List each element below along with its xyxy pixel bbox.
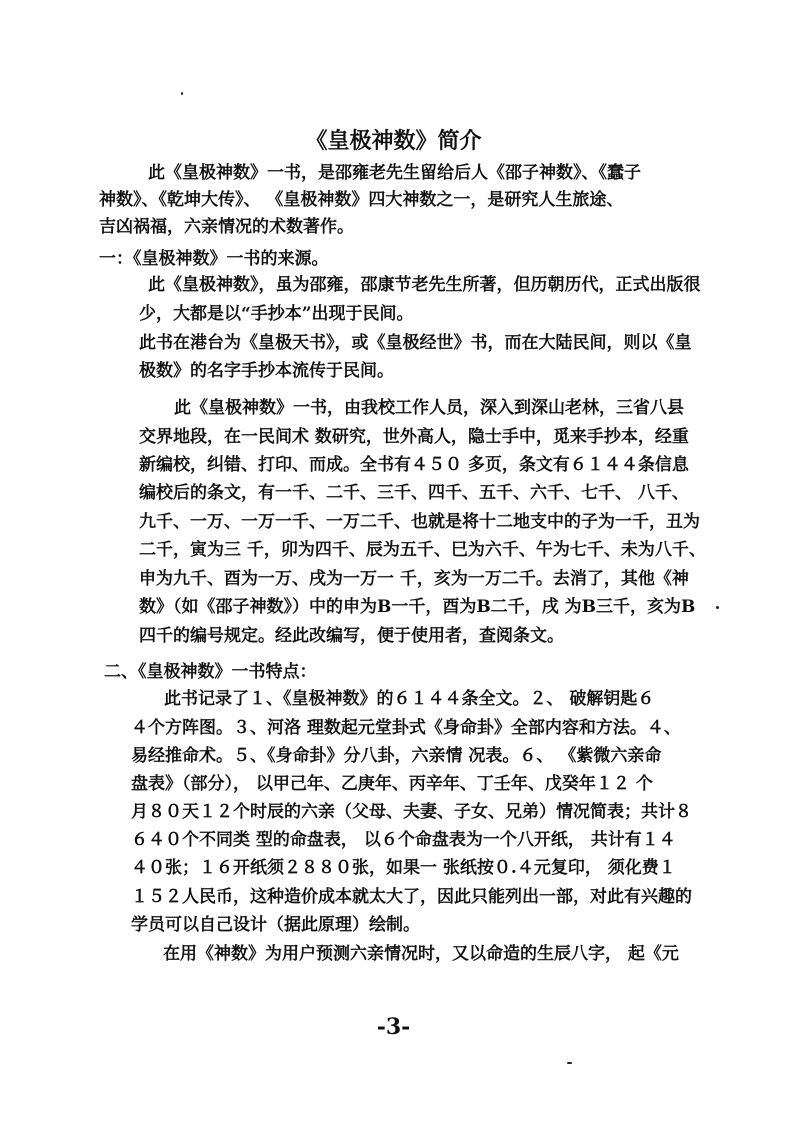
text-line: 交界地段，在一民间术 数研究，世外高人，隐士手中，觅来手抄本，经重 bbox=[139, 427, 689, 447]
text-line: 极数》的名字手抄本流传于民间。 bbox=[139, 361, 394, 381]
text-line: 申为九千、酉为一万、戌为一万一 千，亥为一万二千。去消了，其他《神 bbox=[139, 569, 689, 589]
text-line: ４个方阵图。３、河洛 理数起元堂卦式《身命卦》全部内容和方法。４、 bbox=[131, 718, 681, 738]
scan-speck bbox=[567, 1062, 572, 1064]
text-line: 吉凶祸福，六亲情况的术数著作。 bbox=[99, 217, 354, 237]
text-line: 月８０天１２个时辰的六亲（父母、夫妻、子女、兄弟）情况简表；共计８ bbox=[131, 802, 692, 822]
page-number: -3- bbox=[376, 1014, 411, 1040]
text-line: 盘表》（部分）， 以甲己年、乙庚年、丙辛年、丁壬年、戊癸年１２ 个 bbox=[131, 774, 653, 794]
scan-speck bbox=[181, 92, 183, 95]
scan-speck bbox=[716, 606, 719, 609]
text-line: 九千、一万、一万一千、一万二千、也就是将十二地支中的子为一千，丑为 bbox=[139, 512, 700, 532]
text-line: 此书在港台为《皇极天书》，或《皇极经世》书，而在大陆民间，则以《皇 bbox=[139, 333, 692, 353]
text-line: 神数》、《乾坤大传》、 《皇极神数》四大神数之一，是研究人生旅途、 bbox=[99, 190, 624, 210]
text-line: 学员可以自己设计（据此原理）绘制。 bbox=[131, 915, 420, 935]
text-line: 数》（如《邵子神数》）中的申为B一千，酉为B二千，戌 为B三千，亥为B bbox=[139, 597, 696, 617]
text-line: 此《皇极神数》一书，由我校工作人员，深入到深山老林，三省八县 bbox=[174, 398, 684, 418]
text-line: 四千的编号规定。经此改编写，便于使用者，查阅条文。 bbox=[139, 626, 564, 646]
text-line: 此《皇极神数》一书，是邵雍老先生留给后人《邵子神数》、《蠢子 bbox=[148, 163, 641, 183]
text-line: 二千，寅为三 千，卯为四千、辰为五千、巳为六千、午为七千、未为八千、 bbox=[139, 540, 706, 560]
text-line: 一：《皇极神数》一书的来源。 bbox=[99, 249, 329, 269]
text-line: 在用《神数》为用户预测六亲情况时，又以命造的生辰八字， 起《元 bbox=[163, 944, 679, 964]
text-line: 编校后的条文，有一千、二千、三千、四千、五千、六千、七千、 八千、 bbox=[139, 483, 689, 503]
text-line: 此书记录了１、《皇极神数》的６１４４条全文。２、 破解钥匙６ bbox=[164, 689, 655, 709]
text-line: １５２人民币，这种造价成本就太大了，因此只能列出一部，对此有兴趣的 bbox=[131, 887, 692, 907]
text-line: ４０张；１６开纸须２８８０张，如果一 张纸按０.４元复印， 须化费１ bbox=[131, 858, 676, 878]
text-line: 此《皇极神数》，虽为邵雍，邵康节老先生所著，但历朝历代，正式出版很 bbox=[148, 275, 701, 295]
text-line: 易经推命术。５、《身命卦》分八卦，六亲情 况表。６、 《紫微六亲命 bbox=[131, 746, 662, 766]
text-line: 二、《皇极神数》一书特点： bbox=[104, 662, 317, 682]
text-line: 少，大都是以“手抄本”出现于民间。 bbox=[139, 304, 414, 324]
text-line: 新编校，纠错、打印、而成。全书有４５０ 多页，条文有６１４４条信息 bbox=[139, 455, 689, 475]
text-line: ６４０个不同类 型的命盘表， 以６个命盘表为一个八开纸， 共计有１４ bbox=[131, 830, 676, 850]
page-title: 《皇极神数》简介 bbox=[305, 129, 482, 154]
